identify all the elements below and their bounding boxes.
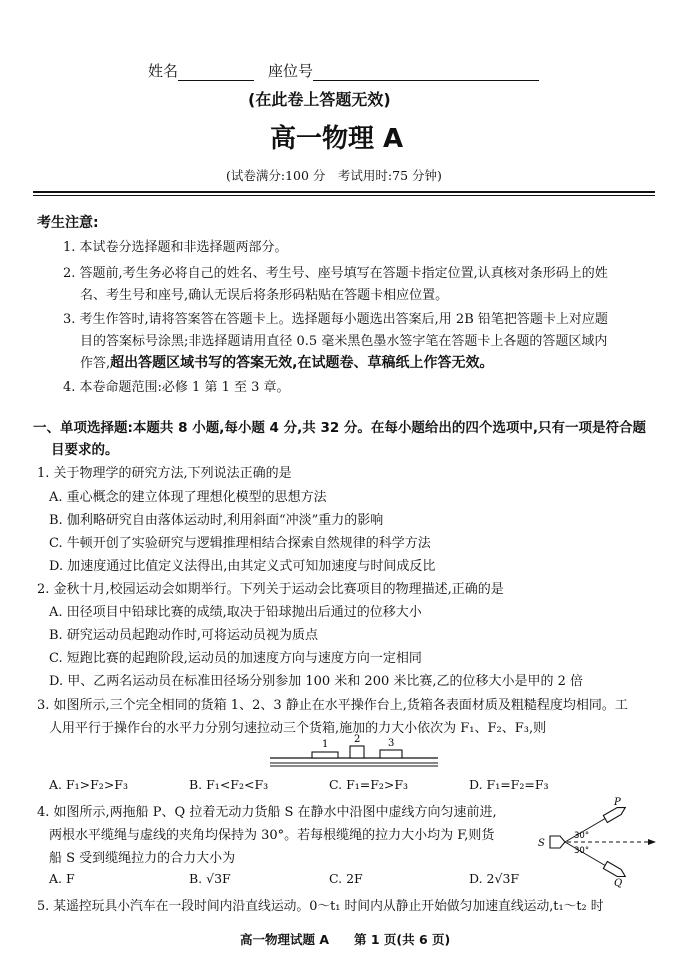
q1-option-d: D. 加速度通过比值定义法得出,由其定义式可知加速度与时间成反比	[49, 559, 436, 574]
notice-item-3: 3. 考生作答时,请将答案答在答题卡上。选择题每小题选出答案后,用 2B 铅笔把答题卡上对应题	[63, 312, 608, 327]
q3-option-c: C. F₁=F₂>F₃	[329, 777, 409, 792]
q4-angle-top: 30°	[574, 831, 590, 841]
q3-figure	[268, 732, 440, 768]
q4-option-a: A. F	[49, 871, 75, 886]
header-rule-bottom	[33, 195, 655, 196]
name-blank	[178, 66, 254, 81]
invalid-notice: (在此卷上答题无效)	[248, 90, 391, 109]
name-field-label: 姓名	[148, 60, 254, 81]
q4-figure	[534, 796, 658, 889]
q4-option-d: D. 2√3F	[469, 871, 520, 886]
notice-emphasis: 超出答题区域书写的答案无效,在试题卷、草稿纸上作答无效。	[110, 355, 494, 371]
q4-option-b: B. √3F	[189, 871, 231, 886]
q3-option-b: B. F₁<F₂<F₃	[189, 777, 269, 792]
section1-heading-cont: 目要求的。	[51, 442, 119, 458]
q5-stem: 5. 某遥控玩具小汽车在一段时间内沿直线运动。0～t₁ 时间内从静止开始做匀加速直线运动,t₁～t₂ 时	[37, 899, 604, 914]
section1-heading: 一、单项选择题:本题共 8 小题,每小题 4 分,共 32 分。在每小题给出的四个选项中,只有一项是符合题	[33, 420, 647, 436]
q3-box-label-2: 2	[354, 734, 361, 745]
q4-stem: 4. 如图所示,两拖船 P、Q 拉着无动力货船 S 在静水中沿图中虚线方向匀速前进,	[37, 805, 497, 820]
notice-item-2-cont: 名、考生号和座号,确认无误后将条形码粘贴在答题卡相应位置。	[80, 288, 449, 303]
q3-box-3	[380, 750, 402, 758]
notice-item-3-cont: 目的答案标号涂黑;非选择题请用直径 0.5 毫米黑色墨水签字笔在答题卡上各题的答题区域内	[80, 334, 608, 349]
q3-box-1	[312, 752, 338, 758]
q4-stem-cont1: 两根水平缆绳与虚线的夹角均保持为 30°。若每根缆绳的拉力大小均为 F,则货	[49, 828, 495, 843]
notice-item-1: 1. 本试卷分选择题和非选择题两部分。	[63, 240, 288, 255]
seat-blank	[313, 66, 539, 81]
q4-option-c: C. 2F	[329, 871, 363, 886]
q3-stem-cont: 人用平行于操作台的水平力分别匀速拉动三个货箱,施加的力大小依次为 F₁、F₂、F₃,则	[49, 721, 547, 736]
q4-label-s: S	[538, 838, 545, 849]
q1-option-c: C. 牛顿开创了实验研究与逻辑推理相结合探索自然规律的科学方法	[49, 536, 431, 551]
q2-option-c: C. 短跑比赛的起跑阶段,运动员的加速度方向与速度方向一定相同	[49, 651, 422, 666]
q4-label-p: P	[614, 797, 621, 808]
exam-title: 高一物理 A	[270, 124, 404, 154]
q4-angle-bottom: 30°	[574, 846, 590, 856]
exam-meta: (试卷满分:100 分 考试用时:75 分钟)	[226, 168, 442, 183]
q3-box-2	[350, 746, 364, 758]
q2-option-a: A. 田径项目中铅球比赛的成绩,取决于铅球抛出后通过的位移大小	[49, 605, 422, 620]
notice-item-3-end: 作答,超出答题区域书写的答案无效,在试题卷、草稿纸上作答无效。	[80, 355, 494, 371]
q2-stem: 2. 金秋十月,校园运动会如期举行。下列关于运动会比赛项目的物理描述,正确的是	[37, 582, 504, 597]
q1-stem: 1. 关于物理学的研究方法,下列说法正确的是	[37, 466, 292, 481]
q2-option-d: D. 甲、乙两名运动员在标准田径场分别参加 100 米和 200 米比赛,乙的位移大小是甲的 2 倍	[49, 674, 584, 689]
q4-ship-s	[550, 836, 565, 848]
q1-option-b: B. 伽利略研究自由落体运动时,利用斜面“冲淡”重力的影响	[49, 513, 384, 528]
notice-item-4: 4. 本卷命题范围:必修 1 第 1 至 3 章。	[63, 380, 290, 395]
q1-option-a: A. 重心概念的建立体现了理想化模型的思想方法	[49, 490, 327, 505]
q3-box-label-3: 3	[388, 738, 395, 749]
q4-label-q: Q	[614, 878, 623, 889]
header-rule-top	[33, 191, 655, 193]
notice-item-2: 2. 答题前,考生务必将自己的姓名、考生号、座号填写在答题卡指定位置,认真核对条形码上的姓	[63, 266, 608, 281]
q4-stem-cont2: 船 S 受到缆绳拉力的合力大小为	[49, 851, 236, 866]
q3-option-d: D. F₁=F₂=F₃	[469, 777, 549, 792]
page-footer: 高一物理试题 A 第 1 页(共 6 页)	[240, 932, 451, 947]
q3-box-label-1: 1	[322, 739, 329, 750]
q3-option-a: A. F₁>F₂>F₃	[49, 777, 128, 792]
seat-field-label: 座位号	[268, 60, 539, 81]
q3-stem: 3. 如图所示,三个完全相同的货箱 1、2、3 静止在水平操作台上,货箱各表面材质及粗糙程度均相同。工	[37, 698, 628, 713]
q2-option-b: B. 研究运动员起跑动作时,可将运动员视为质点	[49, 628, 318, 643]
notice-heading: 考生注意:	[37, 215, 99, 231]
